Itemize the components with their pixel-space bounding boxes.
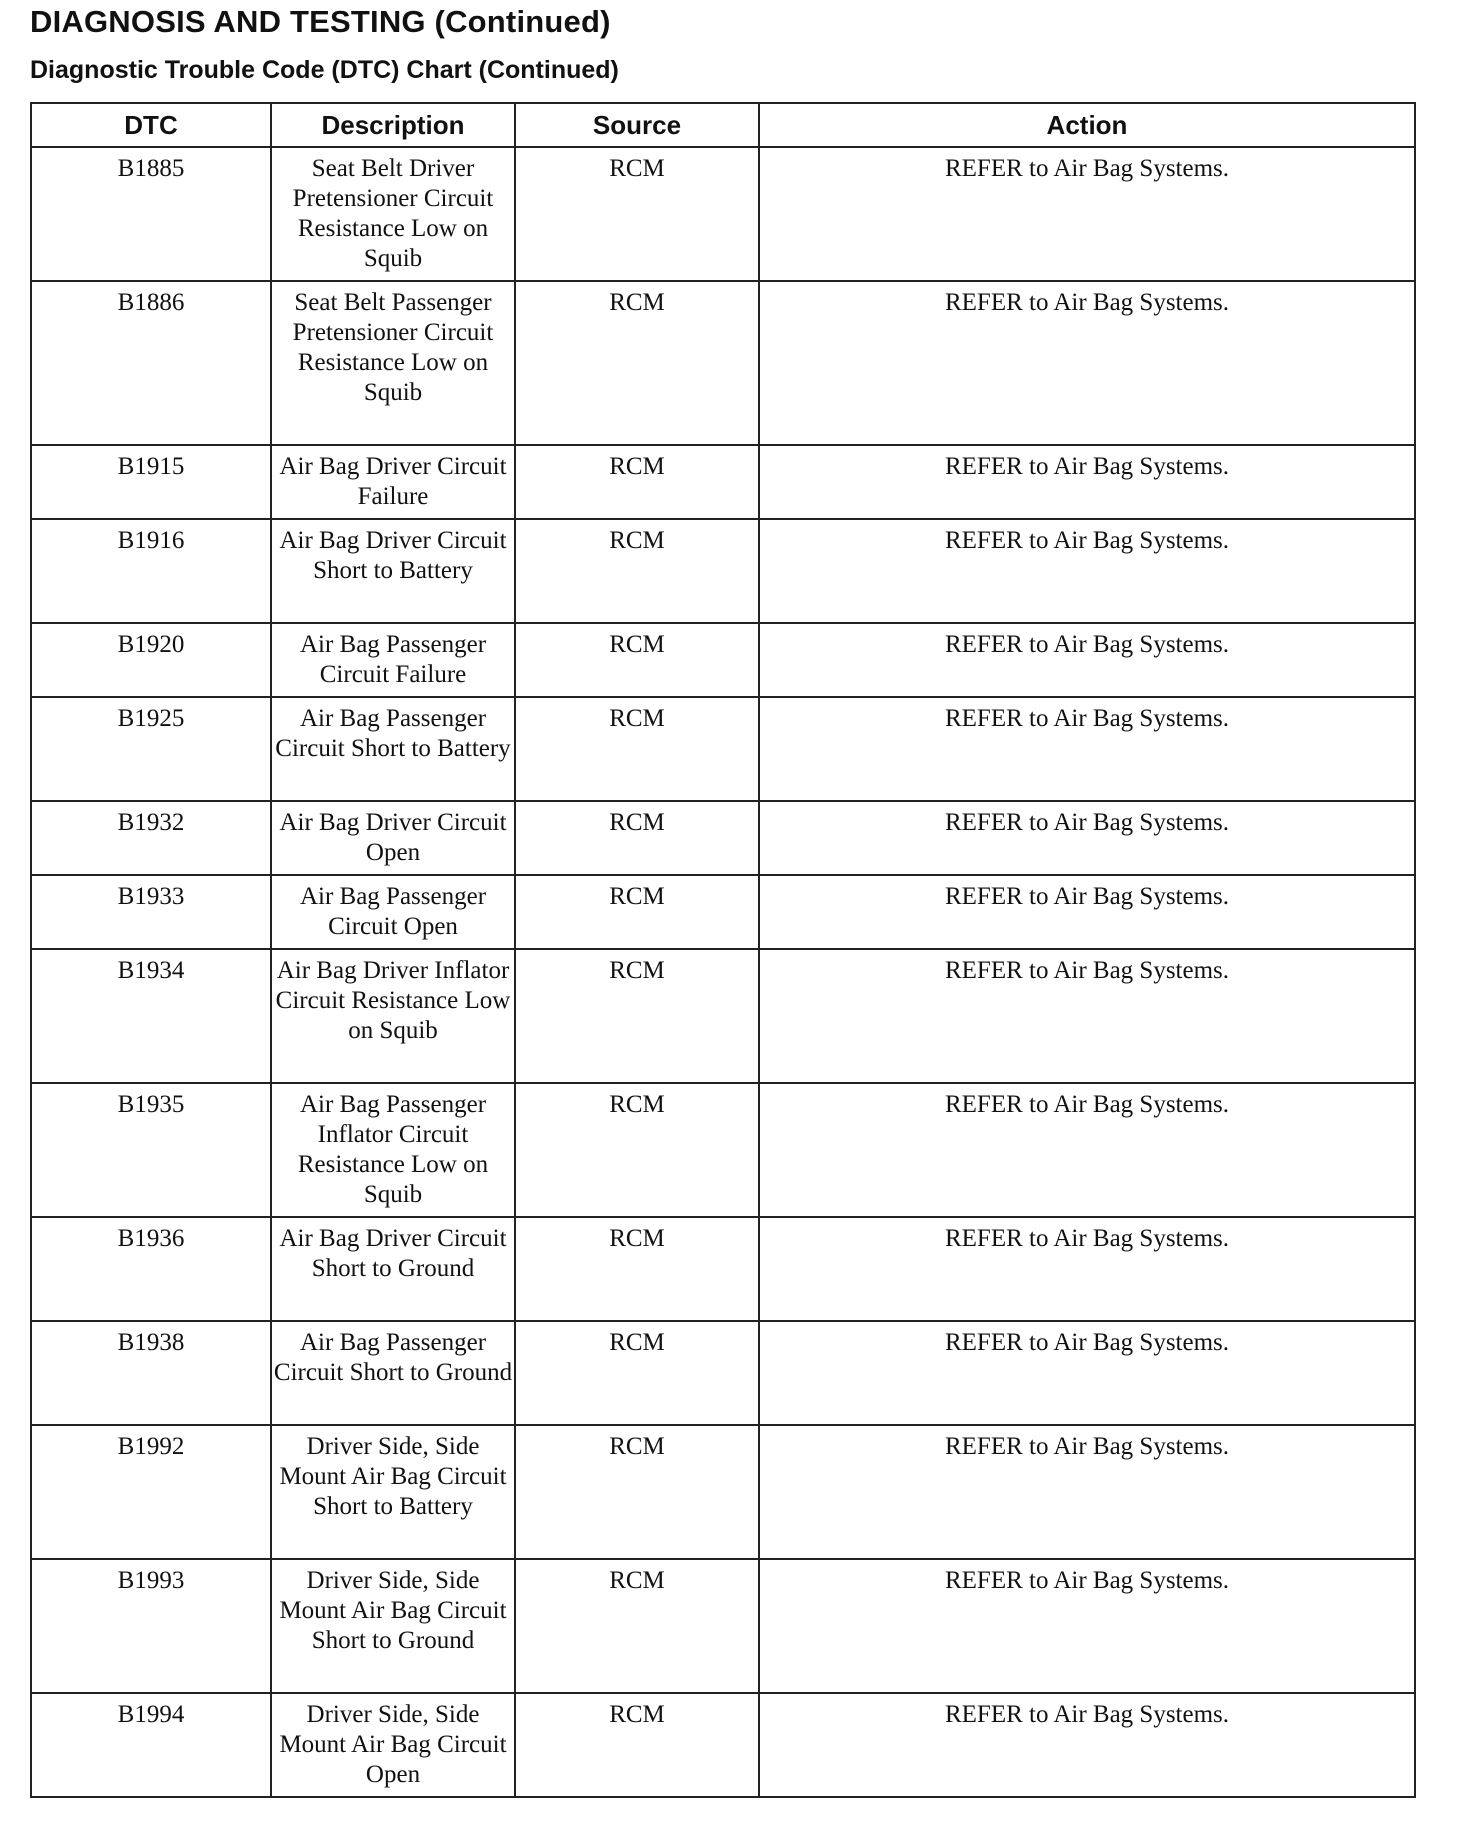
column-header-source: Source [515,103,759,147]
dtc-description: Seat Belt Passenger Pretensioner Circuit Resistance Low on Squib [271,281,515,445]
dtc-source: RCM [515,1321,759,1425]
column-header-action: Action [759,103,1415,147]
dtc-description: Air Bag Passenger Circuit Short to Ground [271,1321,515,1425]
table-row [31,1425,1415,1559]
dtc-code: B1935 [31,1083,271,1217]
table-row [31,1217,1415,1321]
dtc-source: RCM [515,445,759,519]
dtc-code: B1936 [31,1217,271,1321]
dtc-code: B1938 [31,1321,271,1425]
dtc-action: REFER to Air Bag Systems. [759,1425,1415,1559]
table-row [31,949,1415,1083]
dtc-action: REFER to Air Bag Systems. [759,697,1415,801]
dtc-code: B1992 [31,1425,271,1559]
dtc-action: REFER to Air Bag Systems. [759,1559,1415,1693]
dtc-code: B1932 [31,801,271,875]
dtc-description: Air Bag Driver Inflator Circuit Resistance Low on Squib [271,949,515,1083]
dtc-action: REFER to Air Bag Systems. [759,875,1415,949]
table-row [31,445,1415,519]
dtc-code: B1916 [31,519,271,623]
chart-title: Diagnostic Trouble Code (DTC) Chart (Continued) [30,56,619,84]
table-row [31,281,1415,445]
dtc-action: REFER to Air Bag Systems. [759,623,1415,697]
dtc-source: RCM [515,697,759,801]
header-row [31,103,1415,147]
dtc-description: Seat Belt Driver Pretensioner Circuit Resistance Low on Squib [271,147,515,281]
dtc-description: Air Bag Driver Circuit Open [271,801,515,875]
dtc-description: Air Bag Driver Circuit Failure [271,445,515,519]
dtc-source: RCM [515,801,759,875]
dtc-code: B1933 [31,875,271,949]
table-row [31,519,1415,623]
dtc-description: Air Bag Passenger Circuit Open [271,875,515,949]
dtc-source: RCM [515,1559,759,1693]
dtc-code: B1994 [31,1693,271,1797]
dtc-source: RCM [515,875,759,949]
dtc-description: Air Bag Passenger Circuit Short to Battery [271,697,515,801]
dtc-code: B1993 [31,1559,271,1693]
section-title: DIAGNOSIS AND TESTING (Continued) [30,4,611,39]
dtc-action: REFER to Air Bag Systems. [759,281,1415,445]
dtc-action: REFER to Air Bag Systems. [759,1321,1415,1425]
dtc-code: B1934 [31,949,271,1083]
dtc-table [30,102,1416,1798]
dtc-action: REFER to Air Bag Systems. [759,1217,1415,1321]
dtc-source: RCM [515,147,759,281]
dtc-source: RCM [515,519,759,623]
dtc-source: RCM [515,1693,759,1797]
column-header-dtc: DTC [31,103,271,147]
dtc-source: RCM [515,1083,759,1217]
table-row [31,1693,1415,1797]
dtc-action: REFER to Air Bag Systems. [759,1083,1415,1217]
dtc-description: Air Bag Driver Circuit Short to Ground [271,1217,515,1321]
dtc-action: REFER to Air Bag Systems. [759,801,1415,875]
dtc-source: RCM [515,949,759,1083]
table-row [31,875,1415,949]
dtc-action: REFER to Air Bag Systems. [759,147,1415,281]
table-row [31,1083,1415,1217]
dtc-source: RCM [515,1217,759,1321]
table-row [31,623,1415,697]
table-row [31,1321,1415,1425]
dtc-action: REFER to Air Bag Systems. [759,519,1415,623]
table-row [31,1559,1415,1693]
dtc-description: Driver Side, Side Mount Air Bag Circuit Short to Battery [271,1425,515,1559]
dtc-code: B1925 [31,697,271,801]
dtc-description: Air Bag Passenger Inflator Circuit Resistance Low on Squib [271,1083,515,1217]
dtc-action: REFER to Air Bag Systems. [759,445,1415,519]
dtc-description: Air Bag Passenger Circuit Failure [271,623,515,697]
table-row [31,147,1415,281]
column-header-description: Description [271,103,515,147]
dtc-action: REFER to Air Bag Systems. [759,949,1415,1083]
dtc-source: RCM [515,623,759,697]
table-row [31,697,1415,801]
dtc-description: Air Bag Driver Circuit Short to Battery [271,519,515,623]
dtc-source: RCM [515,281,759,445]
dtc-description: Driver Side, Side Mount Air Bag Circuit Open [271,1693,515,1797]
dtc-code: B1885 [31,147,271,281]
dtc-code: B1886 [31,281,271,445]
dtc-source: RCM [515,1425,759,1559]
dtc-description: Driver Side, Side Mount Air Bag Circuit Short to Ground [271,1559,515,1693]
dtc-code: B1915 [31,445,271,519]
dtc-action: REFER to Air Bag Systems. [759,1693,1415,1797]
table-row [31,801,1415,875]
dtc-code: B1920 [31,623,271,697]
